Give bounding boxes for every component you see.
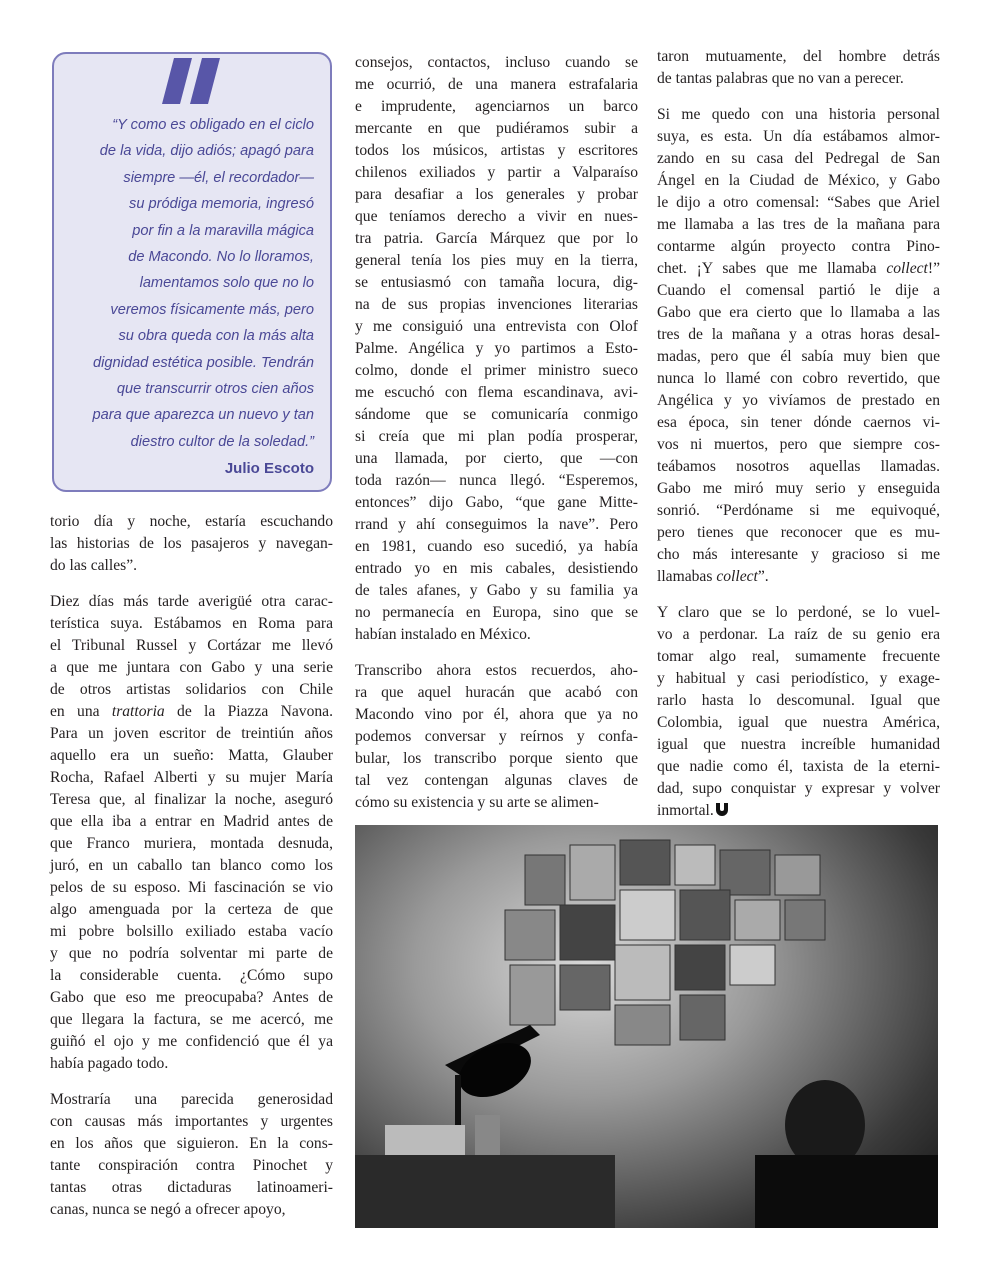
- text-line: tra patria. García Márquez que por lo: [355, 230, 638, 247]
- italic-term: collect: [886, 260, 928, 277]
- text-line: Palme. Angélica y yo partimos a Esto-: [355, 340, 638, 357]
- text-line: bular, los transcribo porque siento que: [355, 750, 638, 767]
- text-line: de otros artistas solidarios con Chile: [50, 681, 333, 698]
- italic-term: collect: [716, 568, 758, 585]
- pull-quote-box: [52, 52, 332, 492]
- text-line: de tantas palabras que no van a perecer.: [657, 70, 904, 87]
- text-line: había pagado todo.: [50, 1055, 169, 1072]
- text-line: a que me juntara con Gabo y una serie: [50, 659, 333, 676]
- text-line: guiñó el ojo y me confidenció que él ya: [50, 1033, 333, 1050]
- text-line: la considerable cuenta. ¿Cómo supo: [50, 967, 333, 984]
- text-line: colmo, donde el primer ministro sueco: [355, 362, 638, 379]
- text-line: se entusiasmó con tamaña locura, dig-: [355, 274, 638, 291]
- text-line: suya, es esta. Un día estábamos almor-: [657, 128, 940, 145]
- paragraph: [50, 511, 333, 577]
- text-line: Ángel en la Ciudad de México, y Gabo: [657, 172, 940, 189]
- text-line: que llegara la factura, se me acercó, me: [50, 1011, 333, 1028]
- text-line: entrado yo en mis cabales, desistiendo: [355, 560, 638, 577]
- text-line: habían instalado en México.: [355, 626, 531, 643]
- paragraph: [657, 602, 940, 822]
- pull-quote-line: de la vida, dijo adiós; apagó para: [99, 143, 314, 160]
- text-line: vo a perdonar. La raíz de su genio era: [657, 626, 940, 643]
- text-line: dad, supo conquistar y expresar y volver: [657, 780, 940, 797]
- text-line: general tenía los pies muy en la tierra,: [355, 252, 638, 269]
- pull-quote-line: “Y como es obligado en el ciclo: [112, 117, 314, 133]
- text-line: Transcribo ahora estos recuerdos, aho-: [355, 662, 638, 679]
- text-line: llamabas collect”.: [657, 568, 769, 585]
- text-line: Y claro que se lo perdoné, se lo vuel-: [657, 604, 940, 621]
- text-line: mi pobre bolsillo exiliado estaba vacío: [50, 923, 333, 940]
- text-line: nunca lo llamé con cobro revertido, que: [657, 370, 940, 387]
- photo-writer-at-desk: [355, 825, 938, 1228]
- text-line: cho más interesante y gracioso si me: [657, 546, 940, 563]
- text-line: rarlo hasta lo descomunal. Igual que: [657, 692, 940, 709]
- text-line: me ocurrió, de una manera estrafalaria: [355, 76, 638, 93]
- text-line: Si me quedo con una historia personal: [657, 106, 940, 123]
- text-line: esa época, sin tener dónde caernos vi-: [657, 414, 940, 431]
- text-line: para desafiar a los generales y probar: [355, 186, 638, 203]
- text-line: pero tienes que reconocer que es mu-: [657, 524, 940, 541]
- text-line: chilenos exiliados y partir a Valparaíso: [355, 164, 638, 181]
- text-line: na de sus propias invenciones literarias: [355, 296, 638, 313]
- pull-quote-author: Julio Escoto: [224, 460, 314, 477]
- text-line: en 1981, cuando eso sucedió, ya había: [355, 538, 638, 555]
- paragraph: [355, 52, 638, 646]
- text-line: consejos, contactos, incluso cuando se: [355, 54, 638, 71]
- text-line: contarme algún proyecto contra Pino-: [657, 238, 940, 255]
- text-line: vos ni muertos, pero que siempre cos-: [657, 436, 940, 453]
- text-line: me llamaba a las tres de la mañana para: [657, 216, 940, 233]
- italic-term: trattoria: [111, 703, 165, 720]
- text-line: Para un joven escritor de treintiún años: [50, 725, 333, 742]
- text-line: que ella iba a entrar en Madrid antes de: [50, 813, 333, 830]
- text-line: chet. ¡Y sabes que me llamaba collect!”: [657, 260, 940, 277]
- pull-quote-line: siempre —él, el recordador—: [123, 169, 314, 186]
- text-line: Colombia, igual que nuestra América,: [657, 714, 940, 731]
- end-mark-icon: [716, 803, 728, 816]
- text-line: tantas otras dictaduras latinoameri-: [50, 1179, 333, 1196]
- pull-quote-line: por fin a la maravilla mágica: [132, 222, 314, 239]
- pull-quote-line: su pródiga memoria, ingresó: [129, 196, 314, 213]
- pull-quote-line: diestro cultor de la soledad.”: [130, 433, 314, 450]
- text-line: todos los músicos, artistas y escritores: [355, 142, 638, 159]
- text-line: juró, en un caballo tan blanco como los: [50, 857, 333, 874]
- paragraph: [657, 46, 940, 90]
- paragraph: [355, 660, 638, 814]
- text-line: Cuando el comensal partió le dije a: [657, 282, 940, 299]
- text-line: Mostraría una parecida generosidad: [50, 1091, 333, 1108]
- text-line: mercante en que pudiéramos subir a: [355, 120, 638, 137]
- pull-quote-line: dignidad estética posible. Tendrán: [93, 354, 314, 371]
- text-line: y me consiguió una entrevista con Olof: [355, 318, 638, 335]
- pull-quote-line: veremos físicamente más, pero: [110, 301, 314, 318]
- text-line: y que no podría solventar mi parte de: [50, 945, 333, 962]
- text-line: Rocha, Rafael Alberti y su mujer María: [50, 769, 333, 786]
- text-line: tomar algo real, sumamente frecuente: [657, 648, 940, 665]
- text-line: con causas más importantes y urgentes: [50, 1113, 333, 1130]
- text-line: sándome que se comunicaría conmigo: [355, 406, 638, 423]
- text-line: que Franco muriera, montada desnuda,: [50, 835, 333, 852]
- paragraph: [657, 104, 940, 588]
- text-line: Gabo me miró muy serio y enseguida: [657, 480, 940, 497]
- pull-quote-line: de Macondo. No lo lloramos,: [128, 248, 314, 265]
- text-line: el Tribunal Russel y Cortázar me llevó: [50, 637, 333, 654]
- text-line: que teníamos derecho a vivir en nues-: [355, 208, 638, 225]
- photo-illustration: [355, 825, 938, 1228]
- text-line: no permanecía en Europa, sino que se: [355, 604, 638, 621]
- text-line: que nadie como él, taxista de la eterni-: [657, 758, 940, 775]
- text-line: Teresa que, al finalizar la noche, aseguró: [50, 791, 333, 808]
- text-line: Macondo vino por él, ahora que ya no: [355, 706, 638, 723]
- text-line: entonces” dijo Gabo, “que gane Mitte-: [355, 494, 638, 511]
- paragraph: [50, 591, 333, 1075]
- article-column-3: [657, 46, 940, 836]
- pull-quote-text: [58, 112, 314, 455]
- text-line: cómo su existencia y su arte se alimen-: [355, 794, 599, 811]
- text-line: y habitual y casi periodístico, y exage-: [657, 670, 940, 687]
- text-line: rrand y ahí conseguimos la nave”. Pero: [355, 516, 638, 533]
- text-line: podemos conversar y reírnos y confa-: [355, 728, 638, 745]
- text-line: en una trattoria de la Piazza Navona.: [50, 703, 334, 720]
- text-line: ra que aquel huracán que acabó con: [355, 684, 638, 701]
- text-line: Gabo que eso me preocupaba? Antes de: [50, 989, 333, 1006]
- article-column-2: [355, 52, 638, 828]
- text-line: torio día y noche, estaría escuchando: [50, 513, 333, 530]
- text-line: sonrió. “Perdóname si me equivoqué,: [657, 502, 940, 519]
- text-line: terística suya. Estábamos en Roma para: [50, 615, 333, 632]
- text-line: zando en su casa del Pedregal de San: [657, 150, 940, 167]
- text-line: en los años que siguieron. En la cons-: [50, 1135, 333, 1152]
- text-line: Gabo que era cierto que lo llamaba a las: [657, 304, 940, 321]
- text-line: teábamos nosotros aquellas llamadas.: [657, 458, 940, 475]
- text-line: aquello era un sueño: Matta, Glauber: [50, 747, 333, 764]
- text-line: pelos de su esposo. Mi fascinación se vio: [50, 879, 333, 896]
- text-line: tante conspiración contra Pinochet y: [50, 1157, 333, 1174]
- text-line: igual que nuestra increíble humanidad: [657, 736, 940, 753]
- text-line: inmortal.: [657, 800, 940, 822]
- text-line: una llamada, por cierto, que —con: [355, 450, 638, 467]
- text-line: toda razón— nunca llegó. “Esperemos,: [355, 472, 638, 489]
- pull-quote-line: lamentamos solo que no lo: [139, 275, 314, 292]
- text-line: Diez días más tarde averigüé otra carac-: [50, 593, 333, 610]
- pull-quote-line: para que aparezca un nuevo y tan: [92, 407, 314, 424]
- article-column-1: [50, 511, 333, 1235]
- text-line: algo amenguada por la certeza de que: [50, 901, 333, 918]
- text-line: canas, nunca se negó a ofrecer apoyo,: [50, 1201, 286, 1218]
- text-line: me escuchó con flema escandinava, avi-: [355, 384, 638, 401]
- text-line: tres de la mañana y a otras horas desal-: [657, 326, 940, 343]
- pull-quote-line: que transcurrir otros cien años: [116, 380, 314, 397]
- text-line: si creía que mi plan podía prosperar,: [355, 428, 638, 445]
- paragraph: [50, 1089, 333, 1221]
- quote-mark-icon: [162, 58, 222, 104]
- text-line: le dijo a otro comensal: “Sabes que Ariel: [657, 194, 940, 211]
- text-line: de tales afanes, y Gabo y su familia ya: [355, 582, 638, 599]
- text-line: Angélica y yo vivíamos de prestado en: [657, 392, 940, 409]
- pull-quote-line: su obra queda con la más alta: [118, 328, 314, 345]
- text-line: tal vez contengan algunas claves de: [355, 772, 638, 789]
- text-line: do las calles”.: [50, 557, 138, 574]
- text-line: taron mutuamente, del hombre detrás: [657, 48, 940, 65]
- text-line: e imprudente, agenciarnos un barco: [355, 98, 638, 115]
- text-line: madas, pero que él sabía muy bien que: [657, 348, 940, 365]
- text-line: las historias de los pasajeros y navegan-: [50, 535, 333, 552]
